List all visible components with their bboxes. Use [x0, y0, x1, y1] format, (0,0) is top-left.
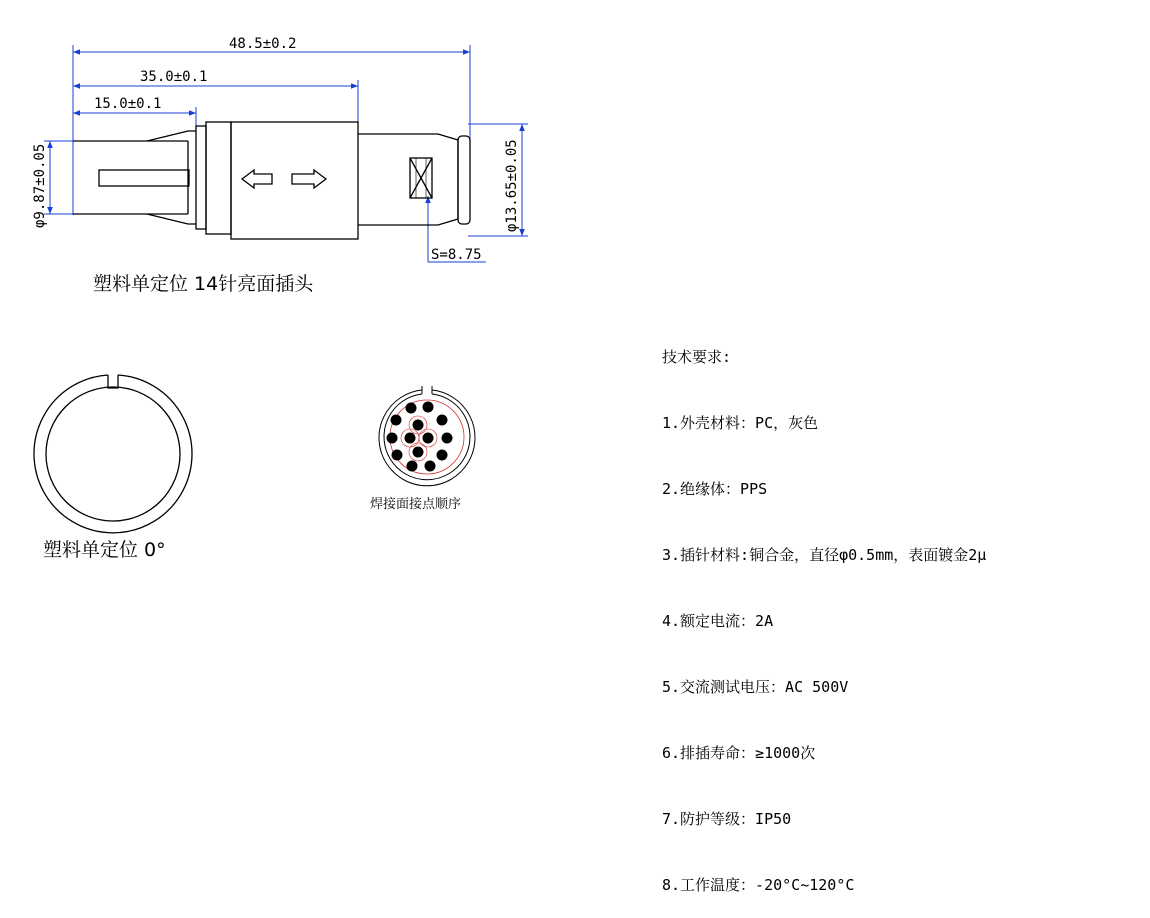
- pin-dot: [425, 461, 436, 472]
- pin-dot: [387, 433, 398, 444]
- pin-dot: [437, 450, 448, 461]
- pin-dot: [406, 403, 417, 414]
- overall-length-dim: 48.5±0.2: [229, 36, 297, 52]
- pin-view-caption: 焊接面接点顺序: [370, 497, 462, 512]
- pin-dot: [413, 420, 424, 431]
- requirements-title: 技术要求:: [662, 348, 732, 366]
- requirement-item: 7.防护等级：IP50: [662, 810, 792, 828]
- pin-dot: [407, 461, 418, 472]
- left-diameter-dim: φ9.87±0.05: [32, 143, 48, 228]
- pin-dot: [392, 450, 403, 461]
- requirement-item: 1.外壳材料：PC，灰色: [662, 414, 819, 432]
- requirement-item: 6.排插寿命：≥1000次: [662, 744, 816, 762]
- requirement-item: 2.绝缘体：PPS: [662, 480, 768, 498]
- pin-dot: [437, 415, 448, 426]
- side-view-caption: 塑料单定位 14针亮面插头: [93, 273, 314, 295]
- short-length-dim: 15.0±0.1: [94, 96, 162, 112]
- mid-length-dim: 35.0±0.1: [140, 69, 208, 85]
- pin-layout-view: [379, 386, 475, 486]
- requirement-item: 8.工作温度：-20°C~120°C: [662, 876, 855, 894]
- requirement-item: 5.交流测试电压：AC 500V: [662, 678, 849, 696]
- dimension-lines: [44, 45, 528, 262]
- pin-dot: [423, 433, 434, 444]
- pin-dot: [413, 447, 424, 458]
- pin-dot: [405, 433, 416, 444]
- ring-view-caption: 塑料单定位 0°: [43, 539, 166, 561]
- pin-dot: [442, 433, 453, 444]
- plug-side-view: [73, 122, 470, 239]
- technical-requirements: [662, 302, 986, 918]
- hex-size-dim: S=8.75: [431, 247, 482, 263]
- requirement-item: 3.插针材料:铜合金，直径φ0.5mm，表面镀金2μ: [662, 546, 987, 564]
- pin-dot: [391, 415, 402, 426]
- requirement-item: 4.额定电流：2A: [662, 612, 774, 630]
- right-diameter-dim: φ13.65±0.05: [504, 139, 520, 232]
- ring-front-view: [34, 375, 192, 533]
- pin-dot: [423, 402, 434, 413]
